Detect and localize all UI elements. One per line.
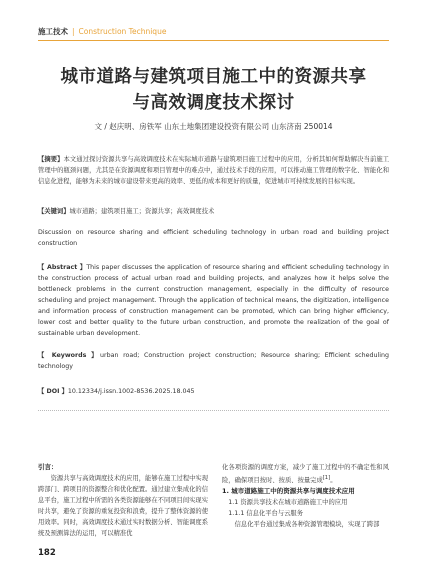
doi-line [38, 386, 389, 397]
abstract-en-tag: 【 Abstract 】 [38, 264, 87, 271]
intro-continued-end: 。 [330, 477, 337, 485]
section-1-1-heading: 1.1 资源共享技术在城市道路施工中的应用 [228, 499, 348, 507]
section-1-heading: 1. 城市道路施工中的资源共享与调度技术应用 [222, 487, 355, 496]
abstract-en-text: This paper discusses the application of resource sharing and efficient scheduling technology in the construction process of actual urban road and building projects, and analyzes how it helps solve the bottleneck problems in the current construction management, especially in the difficulty of resource scheduling and project management. Through the application of technical means, the digitization, intelligence and information process of construction management can be promoted, which can bring higher efficiency, lower cost and better quality to the future urban construction, and promote the realization of the goal of sustainable urban development. [38, 264, 390, 337]
doi-tag: 【 DOI 】 [38, 388, 68, 395]
intro-paragraph: 资源共享与高效调度技术的应用，能够在施工过程中实现跨部门、跨项目的资源整合和优化配置。通过建立集成化的信息平台，施工过程中所需的各类资源能够在不同项目间实现实时共享，避免了资源的重复投资和浪费，提升了整体资源的使用效率。同时，高效调度技术通过实时数据分析、智能调度系统及预测算法的运用，可以精准优 [38, 475, 209, 537]
section-label-cn: 施工技术 [38, 27, 68, 36]
running-header [38, 27, 166, 37]
section-divider [38, 410, 389, 411]
section-1-1-1-paragraph: 信息化平台通过集成各种资源管理模块，实现了跨部 [234, 521, 380, 529]
section-1-1-1-heading: 1.1.1 信息化平台与云服务 [228, 510, 303, 518]
header-separator: | [72, 27, 75, 36]
body-column-left [38, 462, 208, 539]
header-rule [38, 40, 389, 41]
page-number: 182 [38, 548, 56, 558]
intro-heading: 引言： [38, 463, 58, 471]
keywords-en-text: urban road; Construction project construction; Resource sharing; Efficient scheduling technology [38, 352, 389, 370]
doi-value: 10.12334/j.issn.1002-8536.2025.18.045 [67, 388, 195, 395]
abstract-cn-text: 本文通过探讨资源共享与高效调度技术在实际城市道路与建筑项目施工过程中的应用，分析其如何帮助解决当前施工管理中的瓶颈问题，尤其是在资源调度和项目管理中的难点中，通过技术手段的应用，可以推动施工管理的数字化、智能化和信息化进程，能够为未来的城市建设带来更高的效率、更低的成本和更好的质量，促进城市可持续发展的目标实现。 [38, 156, 390, 185]
abstract-en [38, 262, 389, 339]
keywords-cn-tag: 【关键词】 [38, 208, 70, 215]
intro-paragraph-continued [222, 462, 389, 486]
english-title: Discussion on resource sharing and efficient scheduling technology in urban road and building project construction [38, 229, 389, 247]
citation-ref: [1] [322, 475, 331, 481]
keywords-en-tag: 【 Keywords 】 [38, 352, 101, 359]
intro-continued-text: 化各项资源的调度方案，减少了施工过程中的不确定性和风险，确保项目按时、按质、按量完成 [222, 464, 389, 485]
paper-title-line2: 与高效调度技术探讨 [132, 93, 295, 113]
keywords-cn [38, 206, 389, 217]
keywords-en [38, 350, 389, 372]
author-line: 文 / 赵庆明、房铁军 山东土地集团建设投资有限公司 山东济南 250014 [94, 122, 333, 131]
paper-title-line1: 城市道路与建筑项目施工中的资源共享 [60, 67, 367, 87]
abstract-cn-tag: 【摘要】 [38, 156, 64, 163]
body-column-right [222, 462, 389, 530]
keywords-cn-text: 城市道路；建筑项目施工；资源共享；高效调度技术 [69, 208, 215, 215]
section-label-en: Construction Technique [78, 27, 167, 36]
abstract-cn [38, 154, 389, 187]
